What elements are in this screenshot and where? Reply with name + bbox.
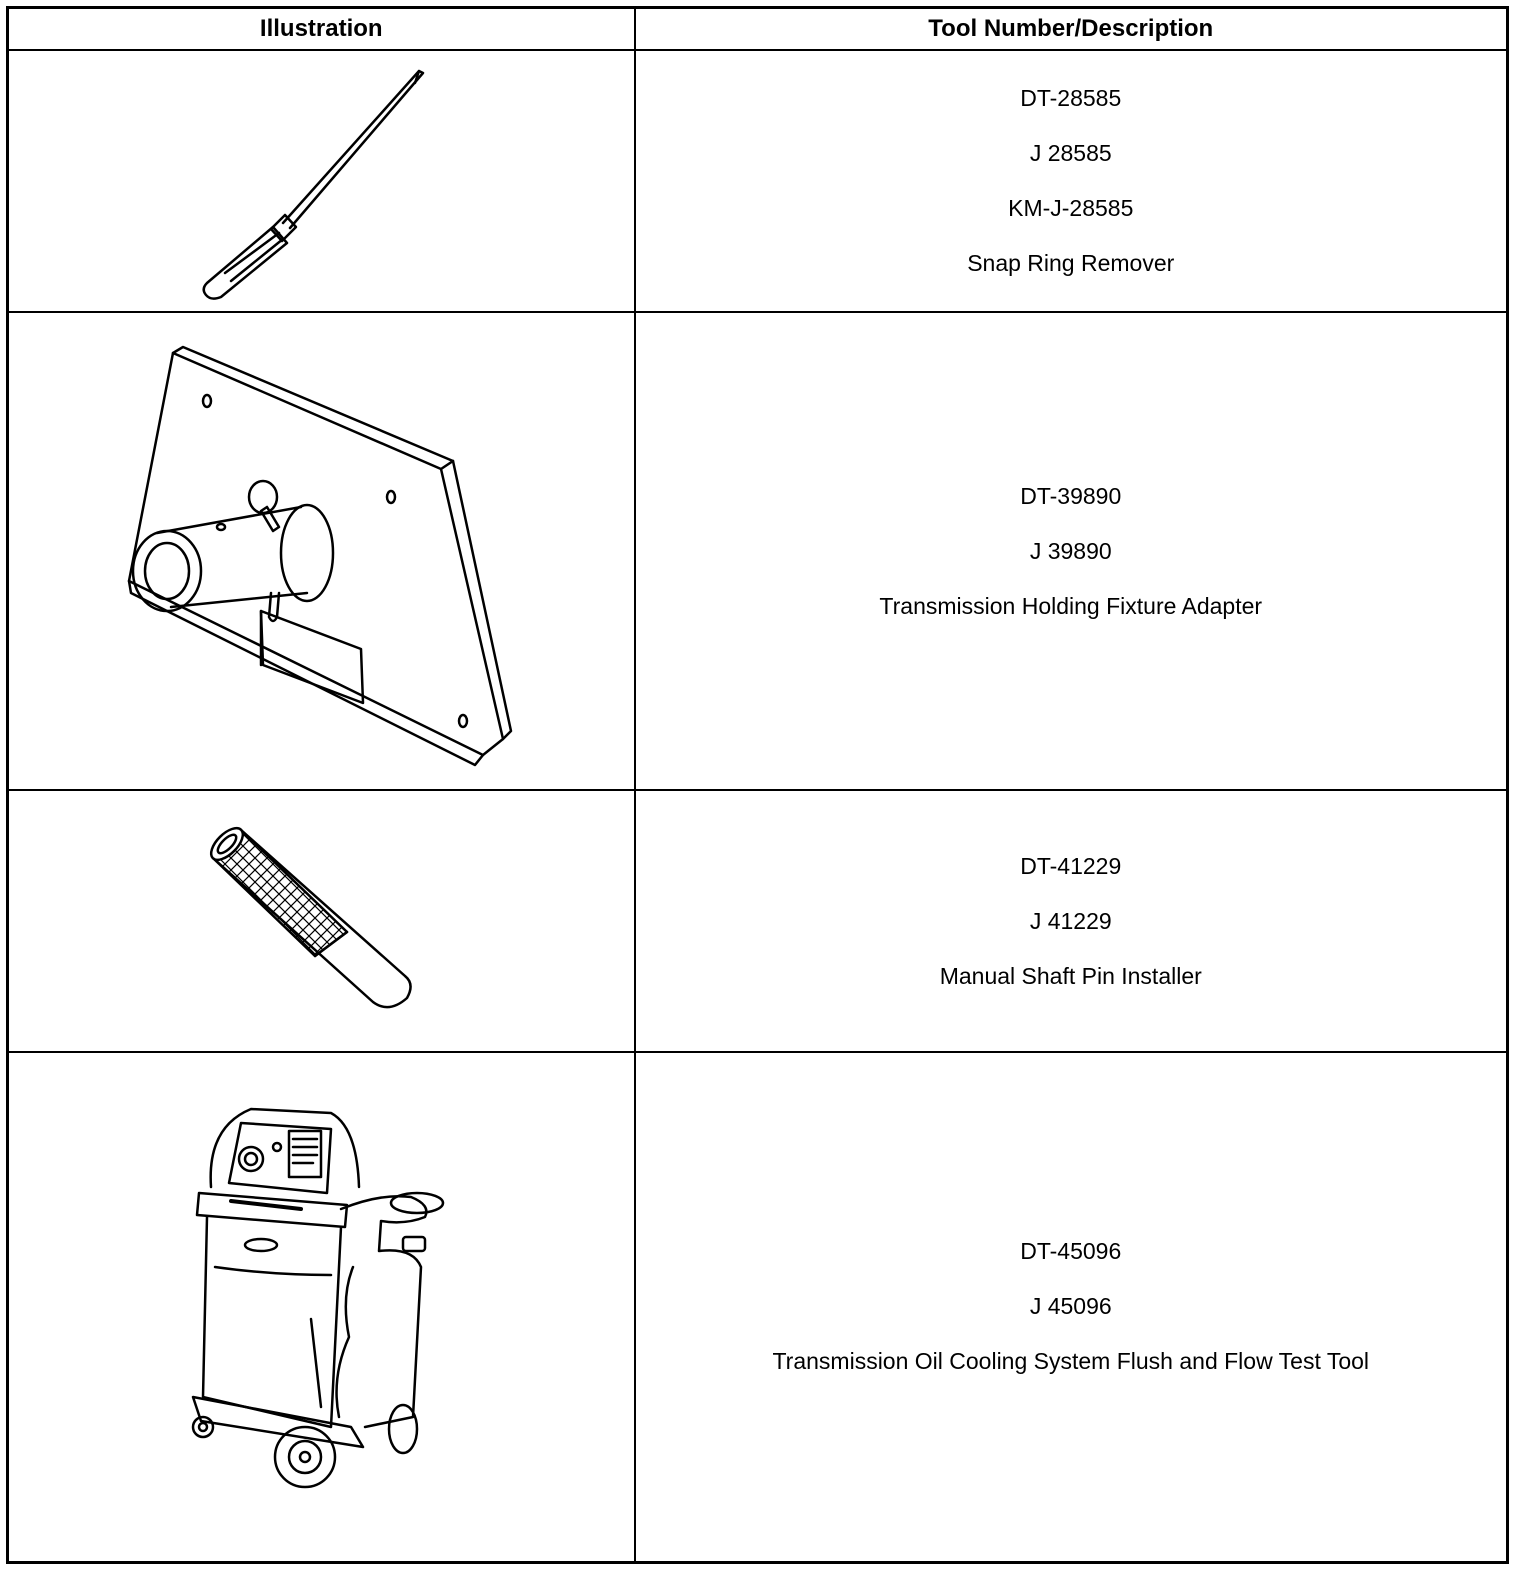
illustration-cell xyxy=(8,790,635,1052)
holding-fixture-adapter-icon xyxy=(111,331,531,771)
tool-number-j: J 28585 xyxy=(1029,140,1112,166)
description-cell xyxy=(635,1052,1508,1562)
description-cell xyxy=(635,312,1508,790)
pin-installer-icon xyxy=(201,816,441,1026)
tool-number-j: J 45096 xyxy=(1029,1293,1112,1320)
tool-description: Snap Ring Remover xyxy=(967,250,1175,276)
illustration-cell xyxy=(8,1052,635,1562)
description-cell xyxy=(635,50,1508,312)
tool-number-dt: DT-41229 xyxy=(1020,852,1122,879)
tool-number-j: J 39890 xyxy=(1029,537,1112,564)
tool-number-dt: DT-39890 xyxy=(1020,482,1122,509)
tool-description: Transmission Oil Cooling System Flush and Flow Test Tool xyxy=(772,1348,1370,1375)
tool-number-km: KM-J-28585 xyxy=(1008,195,1134,221)
tool-description: Transmission Holding Fixture Adapter xyxy=(879,592,1263,619)
table-row xyxy=(8,790,1508,1052)
snap-ring-remover-icon xyxy=(191,61,451,301)
header-tool-description: Tool Number/Description xyxy=(635,8,1508,51)
special-tools-table xyxy=(6,6,1509,1564)
tool-number-dt: DT-28585 xyxy=(1020,85,1122,111)
illustration-cell xyxy=(8,50,635,312)
table-row xyxy=(8,312,1508,790)
description-cell xyxy=(635,790,1508,1052)
table-row xyxy=(8,50,1508,312)
flush-flow-test-cart-icon xyxy=(181,1097,461,1517)
tool-description: Manual Shaft Pin Installer xyxy=(939,962,1202,989)
header-illustration: Illustration xyxy=(8,8,635,51)
illustration-cell xyxy=(8,312,635,790)
header-row xyxy=(8,8,1508,51)
table-row xyxy=(8,1052,1508,1562)
tool-number-j: J 41229 xyxy=(1029,907,1112,934)
tool-number-dt: DT-45096 xyxy=(1020,1238,1122,1265)
